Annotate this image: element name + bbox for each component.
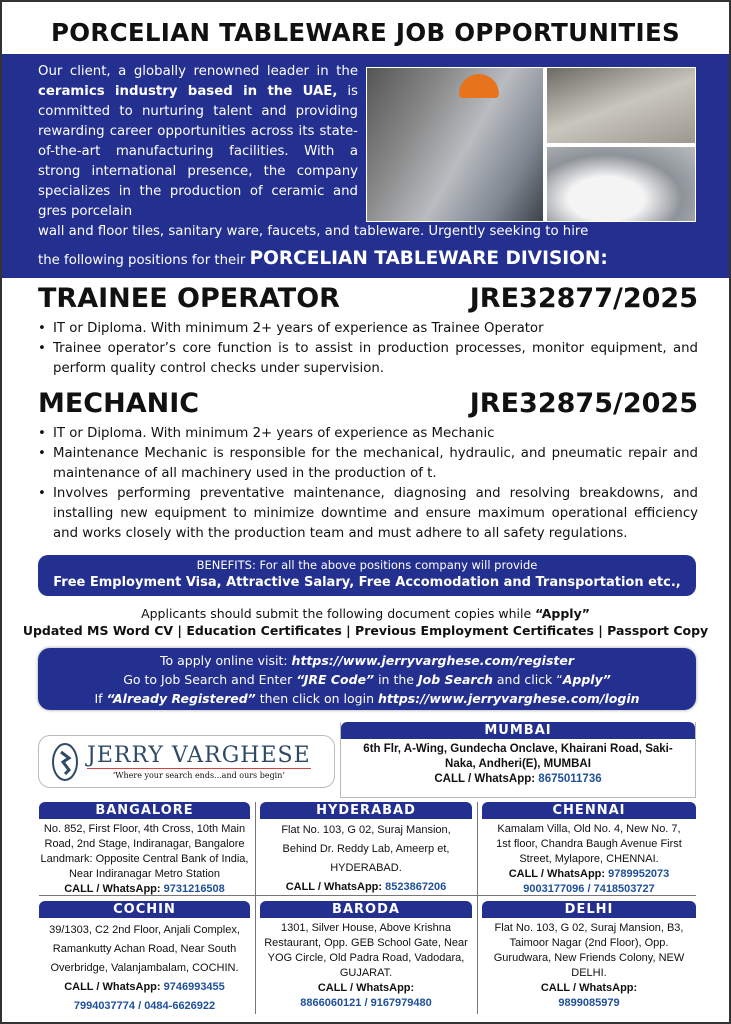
- call-label: CALL / WhatsApp:: [64, 981, 161, 993]
- office-city: CHENNAI: [482, 802, 696, 819]
- phone-number[interactable]: 9899085979: [558, 997, 620, 1009]
- job-requirements: [38, 424, 698, 544]
- office-city: BARODA: [260, 901, 472, 918]
- apply-text: then click on login: [255, 691, 378, 706]
- office-city: HYDERABAD: [260, 802, 472, 819]
- docs-list: Updated MS Word CV | Education Certificates | Previous Employment Certificates | Passport Copy: [22, 623, 709, 638]
- login-link[interactable]: https://www.jerryvarghese.com/login: [377, 691, 640, 706]
- requirement-item: • IT or Diploma. With minimum 2+ years of experience as Mechanic: [38, 424, 698, 444]
- benefits-heading: BENEFITS: For all the above positions company will provide: [196, 558, 538, 572]
- logo-tagline: ‘Where your search ends...and ours begin’: [112, 770, 285, 780]
- requirement-item: • Trainee operator’s core function is to assist in production processes, monitor equipment, and perform quality control checks under supervision.: [38, 339, 698, 379]
- page-title: PORCELIAN TABLEWARE JOB OPPORTUNITIES: [51, 18, 680, 47]
- division-name: PORCELIAN TABLEWARE DIVISION:: [249, 248, 608, 269]
- phone-number[interactable]: 7994037774 / 0484-6626922: [73, 1000, 216, 1012]
- office-city: MUMBAI: [341, 722, 695, 739]
- requirement-item: • Maintenance Mechanic is responsible for the mechanical, hydraulic, and pneumatic repair and maintenance of all machinery used in the production of t.: [38, 444, 698, 484]
- job-code: JRE32875/2025: [469, 388, 698, 419]
- phone-number[interactable]: 9003177096 / 7418503727: [523, 883, 655, 895]
- potter-photo: [547, 68, 695, 143]
- phone-number[interactable]: 8523867206: [385, 881, 447, 893]
- office-address: Flat No. 103, G 02, Suraj Mansion, B3, Taimoor Nagar (2nd Floor), Opp. Gurudwara, New Friends Colony, NEW DELHI.: [493, 922, 685, 979]
- intro-text-continued: wall and floor tiles, sanitary ware, faucets, and tableware. Urgently seeking to hire: [38, 224, 589, 239]
- divider: [255, 802, 256, 1014]
- required-documents: [2, 605, 729, 639]
- intro-highlight: ceramics industry based in the UAE,: [38, 84, 338, 99]
- office-city: COCHIN: [39, 901, 250, 918]
- job-title: MECHANIC: [38, 388, 200, 419]
- phone-number[interactable]: 9746993455: [163, 981, 225, 993]
- call-label: CALL / WhatsApp:: [64, 883, 161, 895]
- register-link[interactable]: https://www.jerryvarghese.com/register: [291, 653, 575, 668]
- worker-photo: [367, 68, 543, 221]
- phone-number[interactable]: 8675011736: [538, 773, 602, 785]
- docs-intro: Applicants should submit the following document copies while: [141, 606, 536, 621]
- office-address: 39/1303, C2 2nd Floor, Anjali Complex, Ramankutty Achan Road, Near South Overbridge, Valanjambalam, COCHIN.: [49, 924, 240, 974]
- logo-name: JERRY VARGHESE: [87, 742, 311, 768]
- job-heading-trainee-operator: [38, 283, 698, 314]
- apply-text-bold: Job Search: [417, 672, 493, 687]
- benefits-list: Free Employment Visa, Attractive Salary, Free Accomodation and Transportation etc.,: [53, 575, 681, 590]
- apply-text: in the: [374, 672, 418, 687]
- tableware-photo: [547, 147, 695, 222]
- logo-emblem-icon: [51, 742, 79, 782]
- intro-text: [38, 62, 358, 222]
- call-label: CALL / WhatsApp:: [540, 982, 638, 994]
- requirement-item: • IT or Diploma. With minimum 2+ years of experience as Trainee Operator: [38, 319, 698, 339]
- intro-division-line: [38, 246, 698, 274]
- office-address: 1301, Silver House, Above Krishna Restaurant, Opp. GEB School Gate, Near YOG Circle, Old Padra Road, Vadodara, GUJARAT.: [264, 922, 468, 979]
- office-address: No. 852, First Floor, 4th Cross, 10th Main Road, 2nd Stage, Indiranagar, Bangalore Landmark: Opposite Central Bank of India, Near Indiranagar Metro Station: [40, 823, 249, 880]
- call-label: CALL / WhatsApp:: [285, 881, 383, 893]
- requirement-item: • Involves performing preventative maintenance, diagnosing and resolving breakdowns, and installing new equipment to minimize downtime and ensure maximum operational efficiency and works closely with the production team and must adhere to all safety regulations.: [38, 484, 698, 544]
- job-requirements: [38, 319, 698, 379]
- office-city: BANGALORE: [39, 802, 250, 819]
- call-label: CALL / WhatsApp:: [317, 982, 415, 994]
- call-label: CALL / WhatsApp:: [508, 868, 606, 880]
- office-baroda: [260, 901, 472, 1011]
- phone-number[interactable]: 9789952073: [608, 868, 670, 880]
- apply-text: and click “: [492, 672, 563, 687]
- apply-text-bold: “JRE Code”: [296, 672, 375, 687]
- office-address: Kamalam Villa, Old No. 4, New No. 7, 1st floor, Chandra Baugh Avenue First Street, Mylapore, CHENNAI.: [496, 823, 682, 865]
- photo-collage: [366, 67, 696, 222]
- office-address: Flat No. 103, G 02, Suraj Mansion, Behind Dr. Reddy Lab, Ameerp et, HYDERABAD.: [281, 824, 451, 874]
- apply-text-bold: Apply”: [562, 672, 611, 687]
- intro-banner: [2, 54, 729, 278]
- apply-text: If: [94, 691, 107, 706]
- office-bangalore: [39, 802, 250, 897]
- intro-text-part: Our client, a globally renowned leader in the: [38, 64, 358, 79]
- benefits-banner: [38, 555, 696, 596]
- phone-number[interactable]: 9731216508: [163, 883, 225, 895]
- divider: [477, 802, 478, 1014]
- apply-text-bold: “Already Registered”: [106, 691, 256, 706]
- company-logo: [38, 735, 335, 788]
- office-delhi: [482, 901, 696, 1011]
- docs-apply: “Apply”: [535, 606, 590, 621]
- office-chennai: [482, 802, 696, 897]
- apply-text: To apply online visit:: [159, 653, 292, 668]
- office-address: 6th Flr, A-Wing, Gundecha Onclave, Khairani Road, Saki-Naka, Andheri(E), MUMBAI: [363, 743, 673, 770]
- office-cochin: [39, 901, 250, 1016]
- intro-text-part: the following positions for their: [38, 253, 250, 268]
- job-title: TRAINEE OPERATOR: [38, 283, 340, 314]
- office-hyderabad: [260, 802, 472, 897]
- apply-instructions: [38, 648, 696, 710]
- office-mumbai: [340, 722, 696, 798]
- call-label: CALL / WhatsApp:: [434, 773, 536, 785]
- phone-number[interactable]: 8866060121 / 9167979480: [300, 997, 432, 1009]
- job-heading-mechanic: [38, 388, 698, 419]
- office-city: DELHI: [482, 901, 696, 918]
- apply-text: Go to Job Search and Enter: [123, 672, 297, 687]
- job-code: JRE32877/2025: [469, 283, 698, 314]
- intro-text-part: is committed to nurturing talent and providing rewarding career opportunities across its state-of-the-art manufacturing facilities. With a strong international presence, the company specializes in the production of ceramic and gres porcelain: [38, 84, 358, 219]
